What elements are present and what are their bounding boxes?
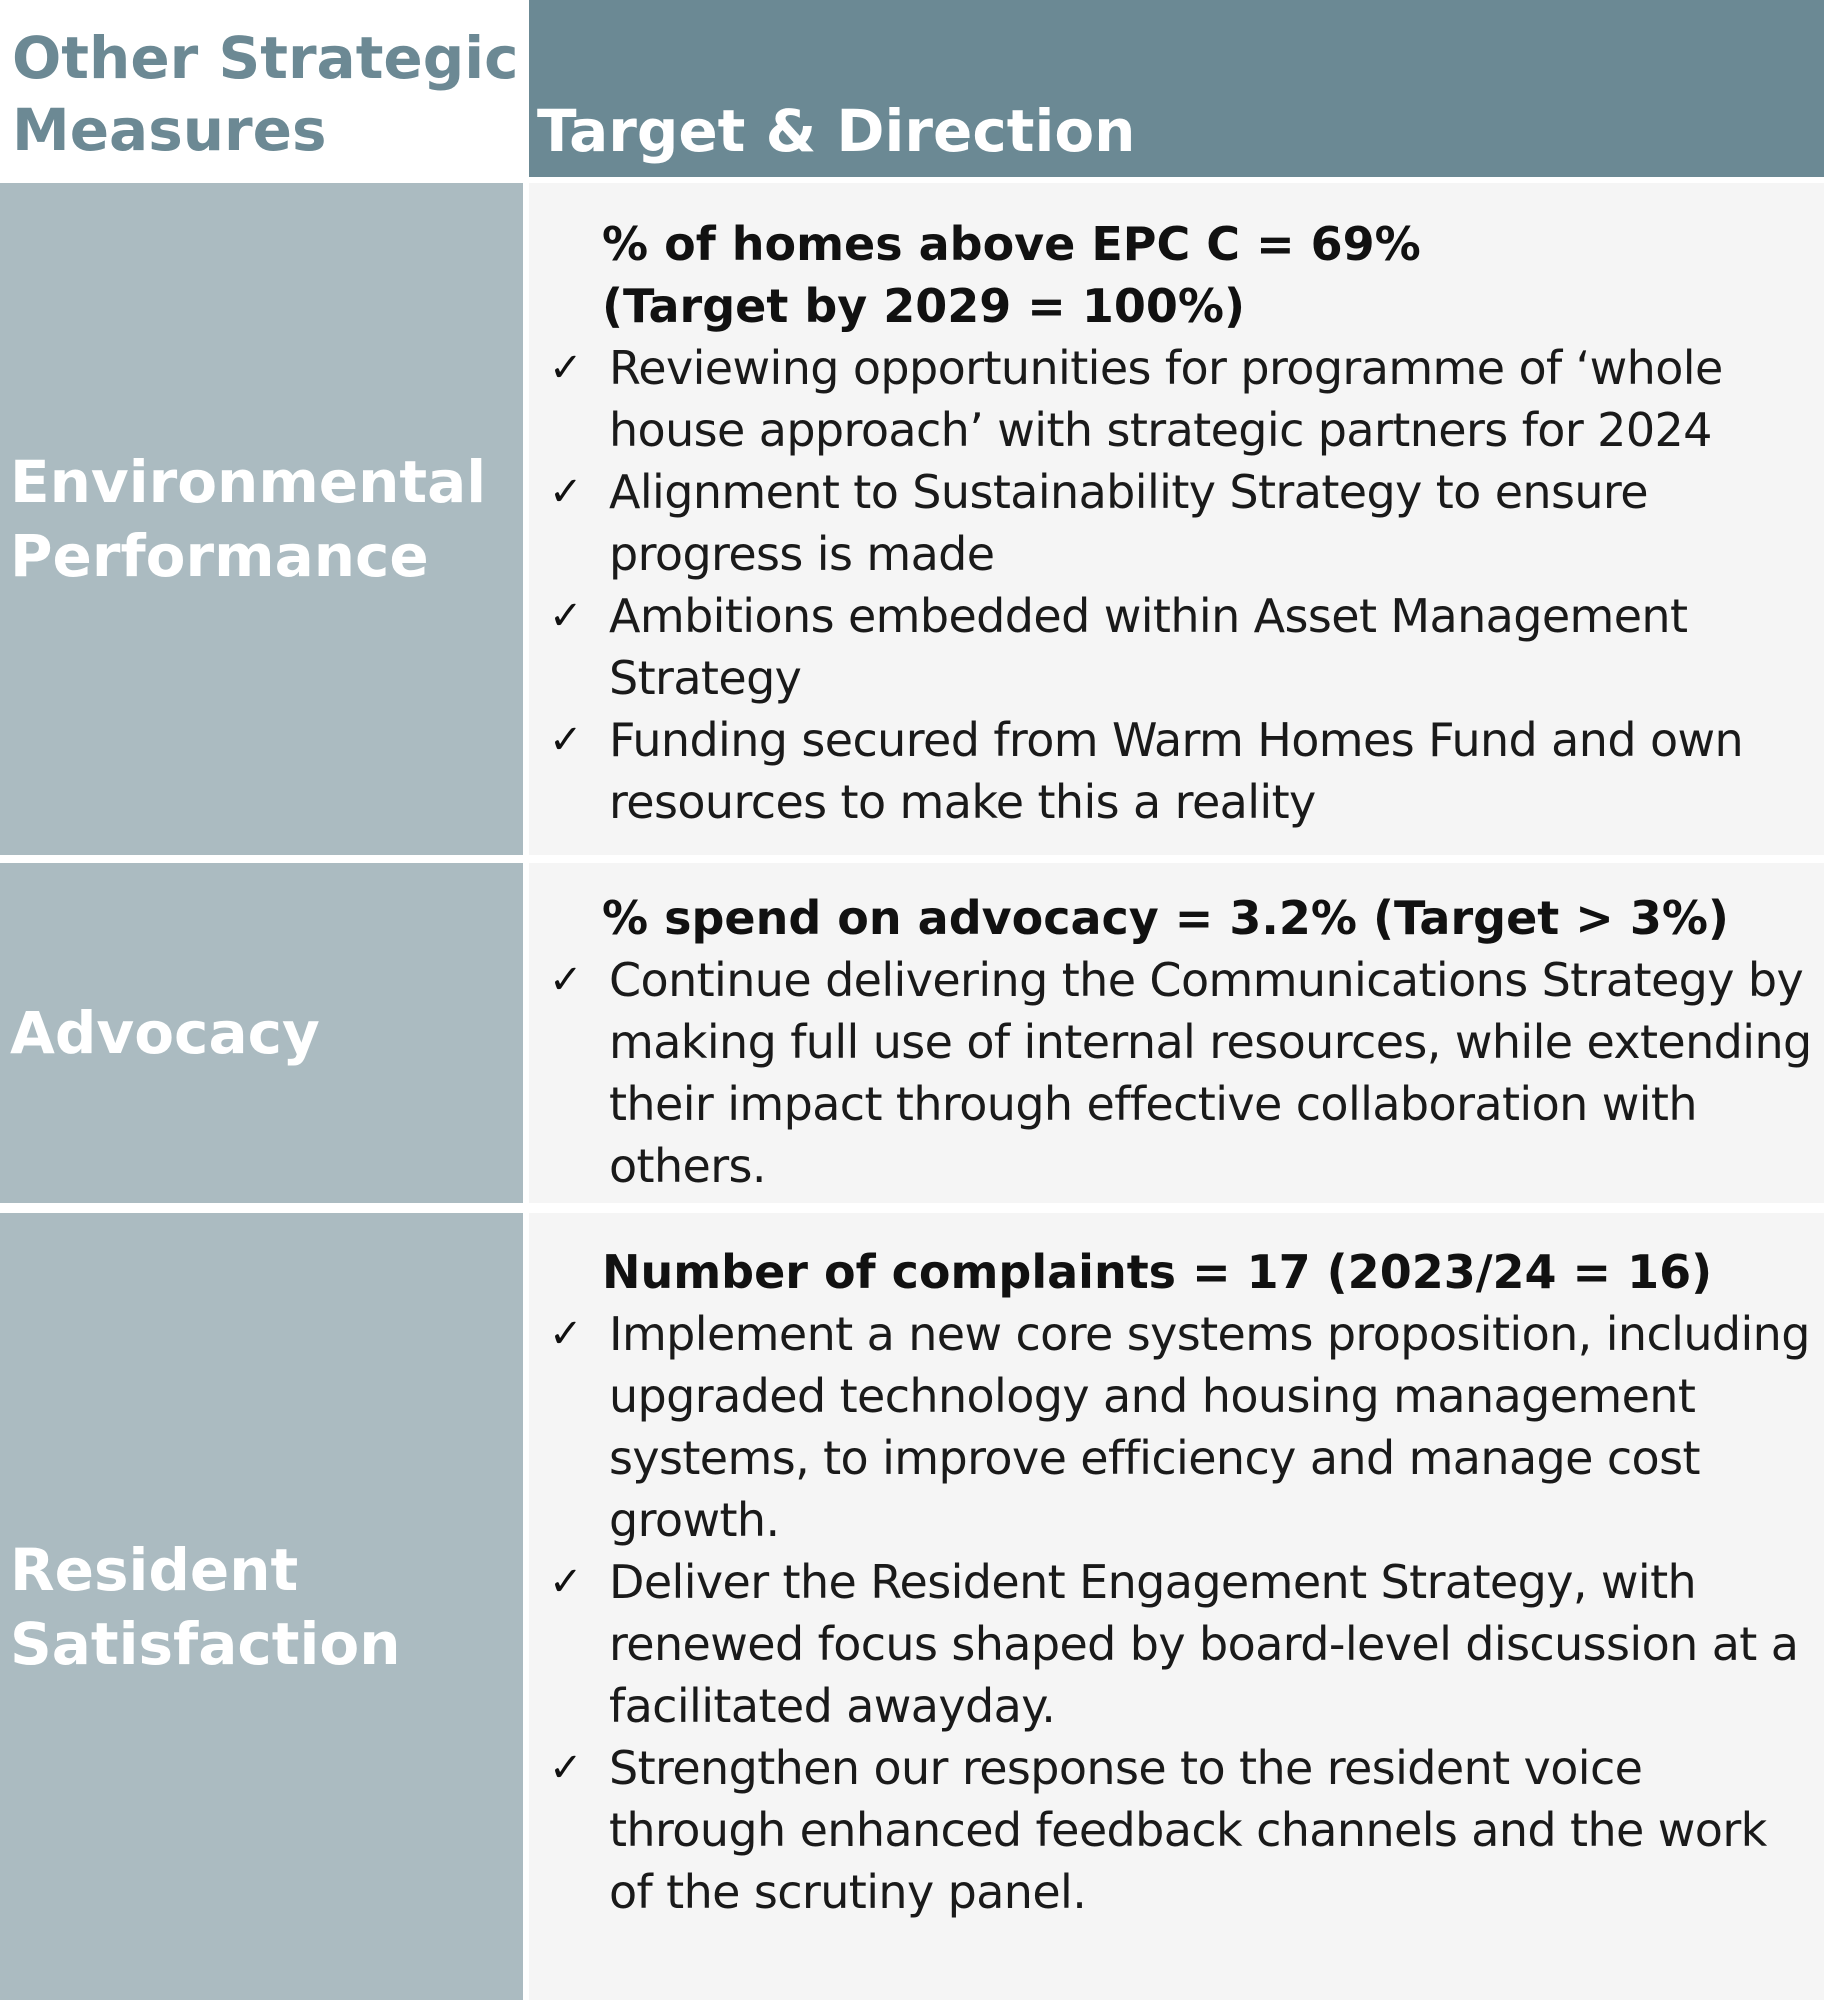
metric-epc	[602, 213, 1816, 337]
metric-complaints: Number of complaints = 17 (2023/24 = 16)	[602, 1245, 1713, 1299]
list-item-text: Funding secured from Warm Homes Fund and own resources to make this a reality	[609, 713, 1744, 829]
row-label-text: Advocacy	[10, 999, 320, 1067]
list-item	[539, 1303, 1816, 1551]
row-content-advocacy	[529, 863, 1824, 1203]
row-label-environmental	[0, 183, 523, 855]
list-item-text: Ambitions embedded within Asset Management Strategy	[609, 589, 1688, 705]
check-icon: ✓	[549, 717, 582, 763]
header-measures-title-line2: Measures	[12, 96, 327, 164]
metric-line2: (Target by 2029 = 100%)	[602, 279, 1245, 333]
row-label-text	[10, 445, 486, 593]
row-label-resident-satisfaction	[0, 1213, 523, 2000]
check-icon: ✓	[549, 345, 582, 391]
metric-advocacy-spend: % spend on advocacy = 3.2% (Target > 3%)	[602, 891, 1729, 945]
row-label-line1: Resident	[10, 1535, 299, 1604]
header-target-title: Target & Direction	[537, 97, 1136, 165]
row-label-line2: Performance	[10, 522, 429, 590]
list-item-text: Deliver the Resident Engagement Strategy, with renewed focus shaped by board-level discussion at a facilitated awayday.	[609, 1555, 1799, 1733]
list-item-text: Implement a new core systems proposition, including upgraded technology and housing management systems, to improve efficiency and manage cost growth.	[609, 1307, 1810, 1547]
row-content-environmental	[529, 183, 1824, 855]
check-icon: ✓	[549, 1559, 582, 1605]
check-icon: ✓	[549, 1745, 582, 1791]
action-list	[539, 1303, 1816, 1923]
list-item	[539, 337, 1816, 461]
list-item	[539, 585, 1816, 709]
list-item	[539, 1551, 1816, 1737]
row-label-line2: Satisfaction	[10, 1609, 401, 1678]
list-item	[539, 461, 1816, 585]
list-item-text: Continue delivering the Communications Strategy by making full use of internal resources, while extending their impact through effective collaboration with others.	[609, 953, 1812, 1193]
row-label-line1: Environmental	[10, 448, 487, 516]
check-icon: ✓	[549, 1311, 582, 1357]
row-label-text	[10, 1533, 401, 1681]
list-item-text: Alignment to Sustainability Strategy to ensure progress is made	[609, 465, 1648, 581]
list-item	[539, 949, 1816, 1197]
list-item	[539, 709, 1816, 833]
metric-line1: % of homes above EPC C = 69%	[602, 217, 1421, 271]
header-measures-title	[12, 22, 523, 166]
list-item-text: Reviewing opportunities for programme of ‘whole house approach’ with strategic partners for 2024	[609, 341, 1723, 457]
row-content-resident-satisfaction	[529, 1213, 1824, 2000]
list-item-text: Strengthen our response to the resident voice through enhanced feedback channels and the work of the scrutiny panel.	[609, 1741, 1767, 1919]
check-icon: ✓	[549, 593, 582, 639]
list-item	[539, 1737, 1816, 1923]
action-list	[539, 949, 1816, 1197]
header-measures-title-line1: Other Strategic	[12, 24, 519, 92]
check-icon: ✓	[549, 469, 582, 515]
check-icon: ✓	[549, 957, 582, 1003]
action-list	[539, 337, 1816, 833]
header-target-cell	[529, 0, 1824, 177]
header-measures-cell	[0, 0, 523, 177]
row-label-advocacy	[0, 863, 523, 1203]
